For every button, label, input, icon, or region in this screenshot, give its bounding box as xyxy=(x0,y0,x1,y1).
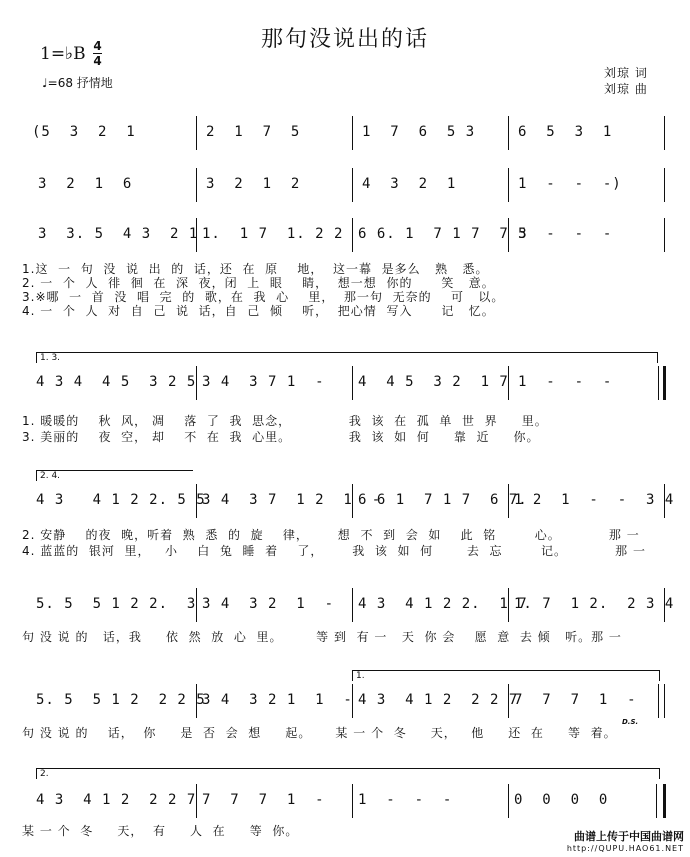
bar-line xyxy=(508,588,509,622)
measure: (5 3 2 1 xyxy=(32,124,136,140)
staff-row-1 xyxy=(30,116,668,156)
lyric-line: 1.这 一 句 没 说 出 的 话，还 在 原 地， 这一幕 是多么 熟 悉。 xyxy=(22,262,489,276)
composer-credit: 刘琼 曲 xyxy=(604,82,648,96)
measure: 6 5 3 1 xyxy=(518,124,613,140)
staff-row-5 xyxy=(30,484,675,524)
final-bar-thick xyxy=(663,784,666,818)
measure: 5. 5 5 1 2 2 2 5 xyxy=(36,692,206,708)
bar-line xyxy=(508,218,509,252)
bar-line xyxy=(508,116,509,150)
measure: 4 3 4 4 5 3 2 5 xyxy=(36,374,197,390)
measure: 4 3 4 1 2 2. 1 7 xyxy=(358,596,528,612)
measure: 3 4 3 7 1 - xyxy=(202,374,325,390)
bar-line xyxy=(352,484,353,518)
bar-line xyxy=(664,588,665,622)
measure: 6 6. 1 7 1 7 7 3 xyxy=(358,226,528,242)
volta-2-4: 2. 4. xyxy=(36,470,193,481)
lyric-line: 1. 暖暖的 秋 风， 凋 落 了 我 思念， 我 该 在 孤 单 世 界 里。 xyxy=(22,414,548,428)
measure: 7 7 7 1 - xyxy=(202,792,325,808)
measure: 5. 5 5 1 2 2. 3 xyxy=(36,596,197,612)
bar-line xyxy=(508,366,509,400)
lyric-line: 2. 一 个 人 徘 徊 在 深 夜，闭 上 眼 睛， 想一想 你的 笑 意。 xyxy=(22,276,495,290)
bar-line xyxy=(508,784,509,818)
measure: 1. 1 7 1. 2 2 xyxy=(202,226,344,242)
bar-line xyxy=(352,784,353,818)
key-signature: 1=♭B xyxy=(40,44,86,64)
measure: 1 - - - xyxy=(358,792,453,808)
measure: 1. 7 1 2. 2 3 4 xyxy=(514,596,675,612)
lyric-line: 4. 一 个 人 对 自 己 说 话，自 己 倾 听， 把心情 写入 记 忆。 xyxy=(22,304,495,318)
staff-row-7 xyxy=(30,684,668,724)
measure: 6 6 1 7 1 7 6 7. xyxy=(358,492,528,508)
bar-line xyxy=(352,116,353,150)
staff-row-2 xyxy=(30,168,668,208)
bar-line xyxy=(196,484,197,518)
measure: 1 - - - xyxy=(518,374,613,390)
bar-line xyxy=(352,684,353,718)
measure: 3 4 3 2 1 1 - xyxy=(202,692,353,708)
measure: 3 2 1 6 xyxy=(38,176,133,192)
repeat-bar-thick xyxy=(663,366,666,400)
lyric-line: 某 一 个 冬 天， 有 人 在 等 你。 xyxy=(22,824,299,838)
bar-line xyxy=(196,366,197,400)
lyric-line: 句 没 说 的 话， 你 是 否 会 想 起。 某 一 个 冬 天， 他 还 在 等 着。 xyxy=(22,726,617,740)
measure: 4 3 4 1 2 2 2 7 xyxy=(36,792,197,808)
source-watermark: 曲谱上传于中国曲谱网 xyxy=(574,830,684,843)
bar-line xyxy=(196,588,197,622)
meter-bottom: 4 xyxy=(93,54,102,68)
lyric-line: 句 没 说 的 话，我 依 然 放 心 里。 等 到 有 一 天 你 会 愿 意 去 倾 听。那 一 xyxy=(22,630,622,644)
bar-line xyxy=(352,168,353,202)
bar-line xyxy=(196,684,197,718)
time-signature xyxy=(93,40,102,67)
measure: 0 0 0 0 xyxy=(514,792,609,808)
bar-line xyxy=(664,116,665,150)
bar-line xyxy=(196,168,197,202)
lyric-line: 4. 蓝蓝的 银河 里， 小 白 兔 睡 着 了， 我 该 如 何 去 忘 记。 那 一 xyxy=(22,544,646,558)
repeat-bar-line xyxy=(658,366,659,400)
staff-row-8 xyxy=(30,784,668,824)
lyric-line: 2. 安静 的夜 晚，听着 熟 悉 的 旋 律， 想 不 到 会 如 此 铭 心。 那 一 xyxy=(22,528,640,542)
bar-line xyxy=(508,484,509,518)
bar-line xyxy=(658,684,659,718)
measure: 4 3 2 1 xyxy=(362,176,457,192)
volta-1-3: 1. 3. xyxy=(36,352,658,363)
measure: 2 1 7 5 xyxy=(206,124,301,140)
bar-line xyxy=(664,168,665,202)
measure: 4 4 5 3 2 1 7 xyxy=(358,374,509,390)
measure: 3 2 1 2 xyxy=(206,176,301,192)
volta-2: 2. xyxy=(36,768,660,779)
bar-line xyxy=(664,684,665,718)
bar-line xyxy=(352,218,353,252)
bar-line xyxy=(508,168,509,202)
measure: 3 4 3 7 1 2 1 - xyxy=(202,492,382,508)
meter-top: 4 xyxy=(93,39,102,53)
measure: 1 2 1 - - 3 4 xyxy=(514,492,675,508)
volta-1: 1. xyxy=(352,670,660,681)
lyric-line: 3. 美丽的 夜 空， 却 不 在 我 心里。 我 该 如 何 靠 近 你。 xyxy=(22,430,540,444)
bar-line xyxy=(664,218,665,252)
ds-marking: D.S. xyxy=(622,718,639,726)
measure: 3 4 3 2 1 - xyxy=(202,596,335,612)
song-title: 那句没说出的话 xyxy=(260,27,429,52)
lyric-line: 3.※哪 一 首 没 唱 完 的 歌，在 我 心 里， 那一句 无奈的 可 以。 xyxy=(22,290,505,304)
bar-line xyxy=(352,366,353,400)
measure: 5 - - - xyxy=(518,226,613,242)
bar-line xyxy=(508,684,509,718)
measure: 1 7 6 5 3 xyxy=(362,124,476,140)
staff-row-4-notes xyxy=(30,366,668,406)
measure: 7 7 7 1 - xyxy=(514,692,637,708)
source-url: http://QUPU.HAO61.NET xyxy=(566,844,684,853)
bar-line xyxy=(196,784,197,818)
bar-line xyxy=(352,588,353,622)
measure: 3 3. 5 4 3 2 1 xyxy=(38,226,199,242)
measure: 4 3 4 1 2 2 2 7 xyxy=(358,692,519,708)
final-bar-thin xyxy=(656,784,657,818)
staff-row-3 xyxy=(30,218,668,258)
bar-line xyxy=(664,484,665,518)
tempo-marking: ♩=68 抒情地 xyxy=(42,76,113,90)
bar-line xyxy=(196,116,197,150)
measure: 1 - - -) xyxy=(518,176,622,192)
bar-line xyxy=(196,218,197,252)
measure: 4 3 4 1 2 2. 5 5 xyxy=(36,492,206,508)
staff-row-6 xyxy=(30,588,675,628)
lyricist-credit: 刘琼 词 xyxy=(604,66,648,80)
